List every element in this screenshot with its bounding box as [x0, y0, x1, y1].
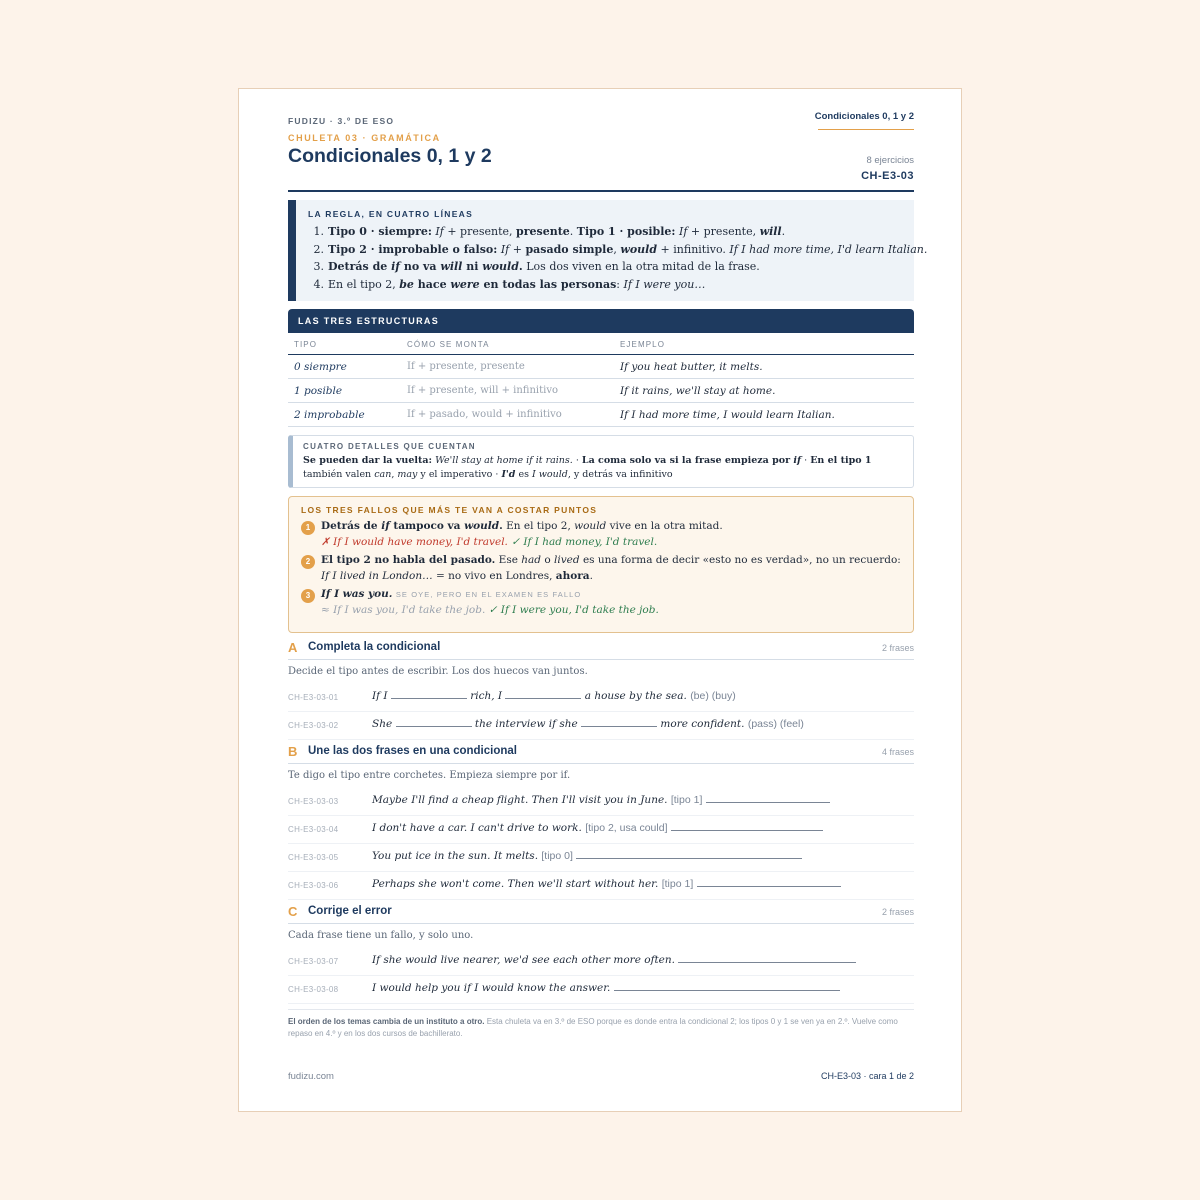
rule-item [308, 258, 902, 276]
structures-title: LAS TRES ESTRUCTURAS [288, 309, 914, 333]
section-instructions: Decide el tipo antes de escribir. Los dos huecos van juntos. [288, 666, 588, 677]
text-run: vive en la otra mitad. [606, 520, 723, 532]
text-run: Tipo 1 · posible: [576, 225, 676, 238]
rule-number: 4. [313, 277, 324, 291]
text-run: es [515, 469, 532, 480]
text-run: En el tipo 1 [810, 455, 872, 466]
row-example: If you heat butter, it melts. [620, 361, 763, 373]
answer-blank[interactable] [706, 793, 830, 803]
text-run: If [679, 225, 688, 238]
exercise-row [288, 948, 914, 976]
text-run: ✓ If I had money, I'd travel. [511, 535, 658, 548]
text-run: (be) (buy) [690, 690, 736, 702]
table-row [288, 355, 914, 379]
mistake-explanation [321, 587, 901, 603]
text-run: pasado simple [525, 242, 614, 256]
exercise-id: CH-E3-03-03 [288, 797, 339, 806]
section-count: 2 frases [881, 907, 914, 917]
exercise-id: CH-E3-03-07 [288, 957, 339, 966]
exercise-text [372, 981, 840, 994]
text-run: o [541, 554, 555, 566]
footer-site[interactable]: fudizu.com [288, 1071, 334, 1082]
text-run: if [381, 520, 390, 532]
text-run: Los dos viven en la otra mitad de la frase. [522, 260, 760, 273]
number-badge: 1 [301, 521, 315, 535]
text-run: You put ice in the sun. It melts. [372, 850, 542, 862]
table-header-row [288, 333, 914, 355]
row-how: If + pasado, would + infinitivo [407, 409, 562, 420]
text-run: be [399, 277, 414, 291]
text-run: If I [372, 690, 391, 702]
table-row [288, 379, 914, 403]
answer-blank[interactable] [678, 953, 856, 963]
exercise-id: CH-E3-03-05 [288, 853, 339, 862]
footer-page: CH-E3-03 · cara 1 de 2 [820, 1071, 914, 1081]
exercise-row [288, 844, 914, 872]
footnote [288, 1009, 914, 1040]
section-instructions: Te digo el tipo entre corchetes. Empieza siempre por if. [288, 770, 571, 781]
brand-label: FUDIZU · 3.º DE ESO [288, 116, 395, 126]
text-run: . [589, 569, 593, 582]
section-instructions: Cada frase tiene un fallo, y solo uno. [288, 930, 474, 941]
exercise-id: CH-E3-03-02 [288, 721, 339, 730]
exercise-id: CH-E3-03-01 [288, 693, 339, 702]
text-run: [tipo 2, usa could] [585, 822, 668, 834]
rule-number: 2. [313, 242, 324, 256]
section-letter: B [288, 744, 298, 759]
section-title: Corrige el error [308, 905, 392, 917]
text-run: SE OYE, PERO EN EL EXAMEN ES FALLO [395, 590, 582, 599]
text-run: We'll stay at home if it rains. [435, 455, 573, 466]
mistakes-title: LOS TRES FALLOS QUE MÁS TE VAN A COSTAR PUNTOS [301, 505, 598, 515]
rule-item [308, 223, 902, 241]
text-run: I would [532, 469, 568, 480]
row-example: If I had more time, I would learn Italian. [620, 409, 835, 421]
section-count: 2 frases [881, 643, 914, 653]
text-run: La coma solo va si la frase empieza por [581, 455, 794, 466]
kicker: CHULETA 03 · GRAMÁTICA [288, 133, 441, 143]
col-header-como: CÓMO SE MONTA [407, 340, 490, 349]
text-run: I would help you if I would know the answer. [372, 982, 614, 994]
row-tipo: 1 posible [294, 385, 343, 397]
exercise-row [288, 872, 914, 900]
row-tipo: 0 siempre [294, 361, 347, 373]
text-run: ✓ If I were you, I'd take the job. [488, 603, 659, 616]
text-run: [tipo 1] [670, 794, 703, 806]
text-run: were [450, 277, 480, 291]
row-tipo: 2 improbable [294, 409, 365, 421]
details-text [303, 454, 903, 482]
exercise-id: CH-E3-03-04 [288, 825, 339, 834]
exercise-row [288, 816, 914, 844]
text-run: , y detrás va infinitivo [567, 469, 673, 480]
text-run: = no vivo en Londres, [432, 569, 556, 582]
details-title: CUATRO DETALLES QUE CUENTAN [303, 442, 476, 451]
mistake-example [321, 603, 901, 619]
answer-blank[interactable] [697, 877, 841, 887]
text-run: Maybe I'll find a cheap flight. Then I'll visit you in June. [372, 794, 671, 806]
section-header [288, 744, 914, 764]
text-run: can [374, 469, 392, 480]
text-run: también valen [303, 469, 375, 480]
rules-list [308, 223, 928, 293]
text-run: (pass) (feel) [747, 718, 804, 730]
header-divider [288, 190, 914, 192]
section-letter: C [288, 904, 298, 919]
text-run: + [509, 242, 526, 256]
section-title: Une las dos frases en una condicional [308, 745, 517, 757]
exercise-id: CH-E3-03-08 [288, 985, 339, 994]
mistake-explanation [321, 519, 901, 535]
text-run: Ese [495, 554, 522, 566]
answer-blank[interactable] [671, 821, 823, 831]
mistake-explanation [321, 553, 901, 569]
text-run: [tipo 0] [541, 850, 573, 862]
text-run: I don't have a car. I can't drive to work. [372, 822, 586, 834]
text-run: will [440, 260, 463, 273]
section-header [288, 640, 914, 660]
answer-blank[interactable] [581, 717, 657, 727]
table-row [288, 403, 914, 427]
text-run: , [613, 242, 621, 256]
text-run: [tipo 1] [661, 878, 694, 890]
rules-title: LA REGLA, EN CUATRO LÍNEAS [308, 209, 474, 219]
text-run: if [793, 455, 802, 466]
text-run: more confident. [657, 718, 748, 730]
text-run: En el tipo 2, [502, 520, 575, 532]
text-run: If [500, 242, 510, 256]
row-how: If + presente, presente [407, 361, 525, 372]
text-run: + presente, [443, 225, 517, 238]
text-run: ≈ If I was you, I'd take the job. [321, 603, 486, 616]
structures-table [288, 333, 914, 427]
answer-blank[interactable] [396, 717, 472, 727]
section-letter: A [288, 640, 298, 655]
exercise-text [372, 689, 736, 702]
text-run: . [518, 260, 523, 273]
text-run: If I was you. [321, 588, 393, 600]
answer-blank[interactable] [391, 689, 467, 699]
text-run: presente [516, 225, 570, 238]
exercise-count: 8 ejercicios [866, 155, 914, 166]
text-run: a house by the sea. [581, 690, 691, 702]
section-header [288, 904, 914, 924]
mistake-item [301, 553, 901, 584]
text-run: ni [462, 260, 483, 273]
text-run: If she would live nearer, we'd see each other more often. [372, 954, 679, 966]
section-count: 4 frases [881, 747, 914, 757]
mistake-item [301, 519, 901, 550]
text-run: would [482, 260, 519, 273]
exercise-row [288, 976, 914, 1004]
page-title: Condicionales 0, 1 y 2 [288, 145, 492, 167]
worksheet-page [238, 88, 962, 1112]
text-run: would [620, 242, 658, 256]
section-title: Completa la condicional [308, 641, 441, 653]
exercise-text [372, 717, 804, 730]
text-run: She [372, 718, 396, 730]
sheet-code: CH-E3-03 [861, 170, 914, 182]
mistake-example [321, 535, 901, 551]
text-run: the interview if she [471, 718, 582, 730]
exercise-id: CH-E3-03-06 [288, 881, 339, 890]
common-mistakes-box [288, 496, 914, 633]
text-run: may [397, 469, 418, 480]
details-box [288, 435, 914, 488]
text-run: y el imperativo · [417, 469, 502, 480]
text-run: En el tipo 2, [328, 277, 400, 291]
text-run: ✗ If I would have money, I'd travel. [321, 535, 508, 548]
mistakes-list [301, 519, 901, 618]
text-run: had [521, 554, 542, 566]
text-run: + presente, [687, 225, 760, 238]
exercise-text [372, 849, 802, 862]
exercise-row [288, 684, 914, 712]
topic-underline [818, 129, 914, 130]
text-run: tampoco va [389, 520, 465, 532]
text-run: if [391, 260, 401, 273]
topic-tag: Condicionales 0, 1 y 2 [814, 111, 914, 122]
mistake-example [321, 569, 901, 585]
text-run: . [781, 225, 786, 238]
text-run: I'd [501, 469, 516, 480]
footnote-bold: El orden de los temas cambia de un instituto a otro. [288, 1017, 485, 1026]
text-run: en todas las personas [479, 277, 617, 291]
text-run: Tipo 0 · siempre: [328, 225, 432, 238]
text-run: Perhaps she won't come. Then we'll start without her. [372, 878, 662, 890]
text-run: · [572, 455, 582, 466]
text-run: would [464, 520, 500, 532]
text-run: ahora [555, 569, 590, 582]
exercise-row [288, 788, 914, 816]
text-run: If [435, 225, 444, 238]
row-how: If + presente, will + infinitivo [407, 385, 558, 396]
text-run: Tipo 2 · improbable o falso: [328, 242, 498, 256]
top-row [288, 111, 914, 125]
text-run: will [759, 225, 782, 238]
rules-box [288, 200, 928, 301]
col-header-tipo: TIPO [294, 340, 318, 349]
text-run: . [499, 520, 503, 532]
rule-number: 1. [313, 225, 324, 238]
text-run: would [574, 520, 607, 532]
exercise-text [372, 953, 856, 966]
number-badge: 3 [301, 589, 315, 603]
text-run: If I had more time, I'd learn Italian. [729, 242, 928, 256]
text-run: hace [413, 277, 451, 291]
number-badge: 2 [301, 555, 315, 569]
rule-number: 3. [313, 260, 324, 273]
text-run: El tipo 2 no habla del pasado. [321, 554, 496, 566]
text-run: If I were you… [623, 277, 706, 291]
footnote-rest: Esta chuleta va en 3.º de ESO porque es donde entra la condicional 2; los tipos 0 y 1 se ven ya en 2.º. Vuelve como repaso en 4.º y en los dos cursos de bachillerato. [288, 1017, 898, 1038]
col-header-ejemplo: EJEMPLO [620, 340, 666, 349]
text-run: no va [400, 260, 441, 273]
text-run: lived [554, 554, 580, 566]
text-run: Se pueden dar la vuelta: [303, 455, 433, 466]
text-run: Detrás de [328, 260, 392, 273]
text-run: Detrás de [321, 520, 382, 532]
answer-blank[interactable] [505, 689, 581, 699]
rule-item [308, 241, 928, 259]
text-run: . [569, 225, 577, 238]
answer-blank[interactable] [614, 981, 840, 991]
text-run: + infinitivo. [657, 242, 730, 256]
text-run: · [801, 455, 811, 466]
text-run: : [616, 277, 624, 291]
mistake-item [301, 587, 901, 618]
answer-blank[interactable] [576, 849, 802, 859]
text-run: If I lived in London… [321, 569, 433, 582]
rule-item [308, 276, 902, 294]
text-run: rich, I [466, 690, 506, 702]
exercise-row [288, 712, 914, 740]
exercise-text [372, 821, 823, 834]
text-run: es una forma de decir «esto no es verdad», no un recuerdo: [579, 554, 901, 566]
exercise-text [372, 793, 830, 806]
text-run: , [391, 469, 398, 480]
row-example: If it rains, we'll stay at home. [620, 385, 776, 397]
exercise-text [372, 877, 841, 890]
